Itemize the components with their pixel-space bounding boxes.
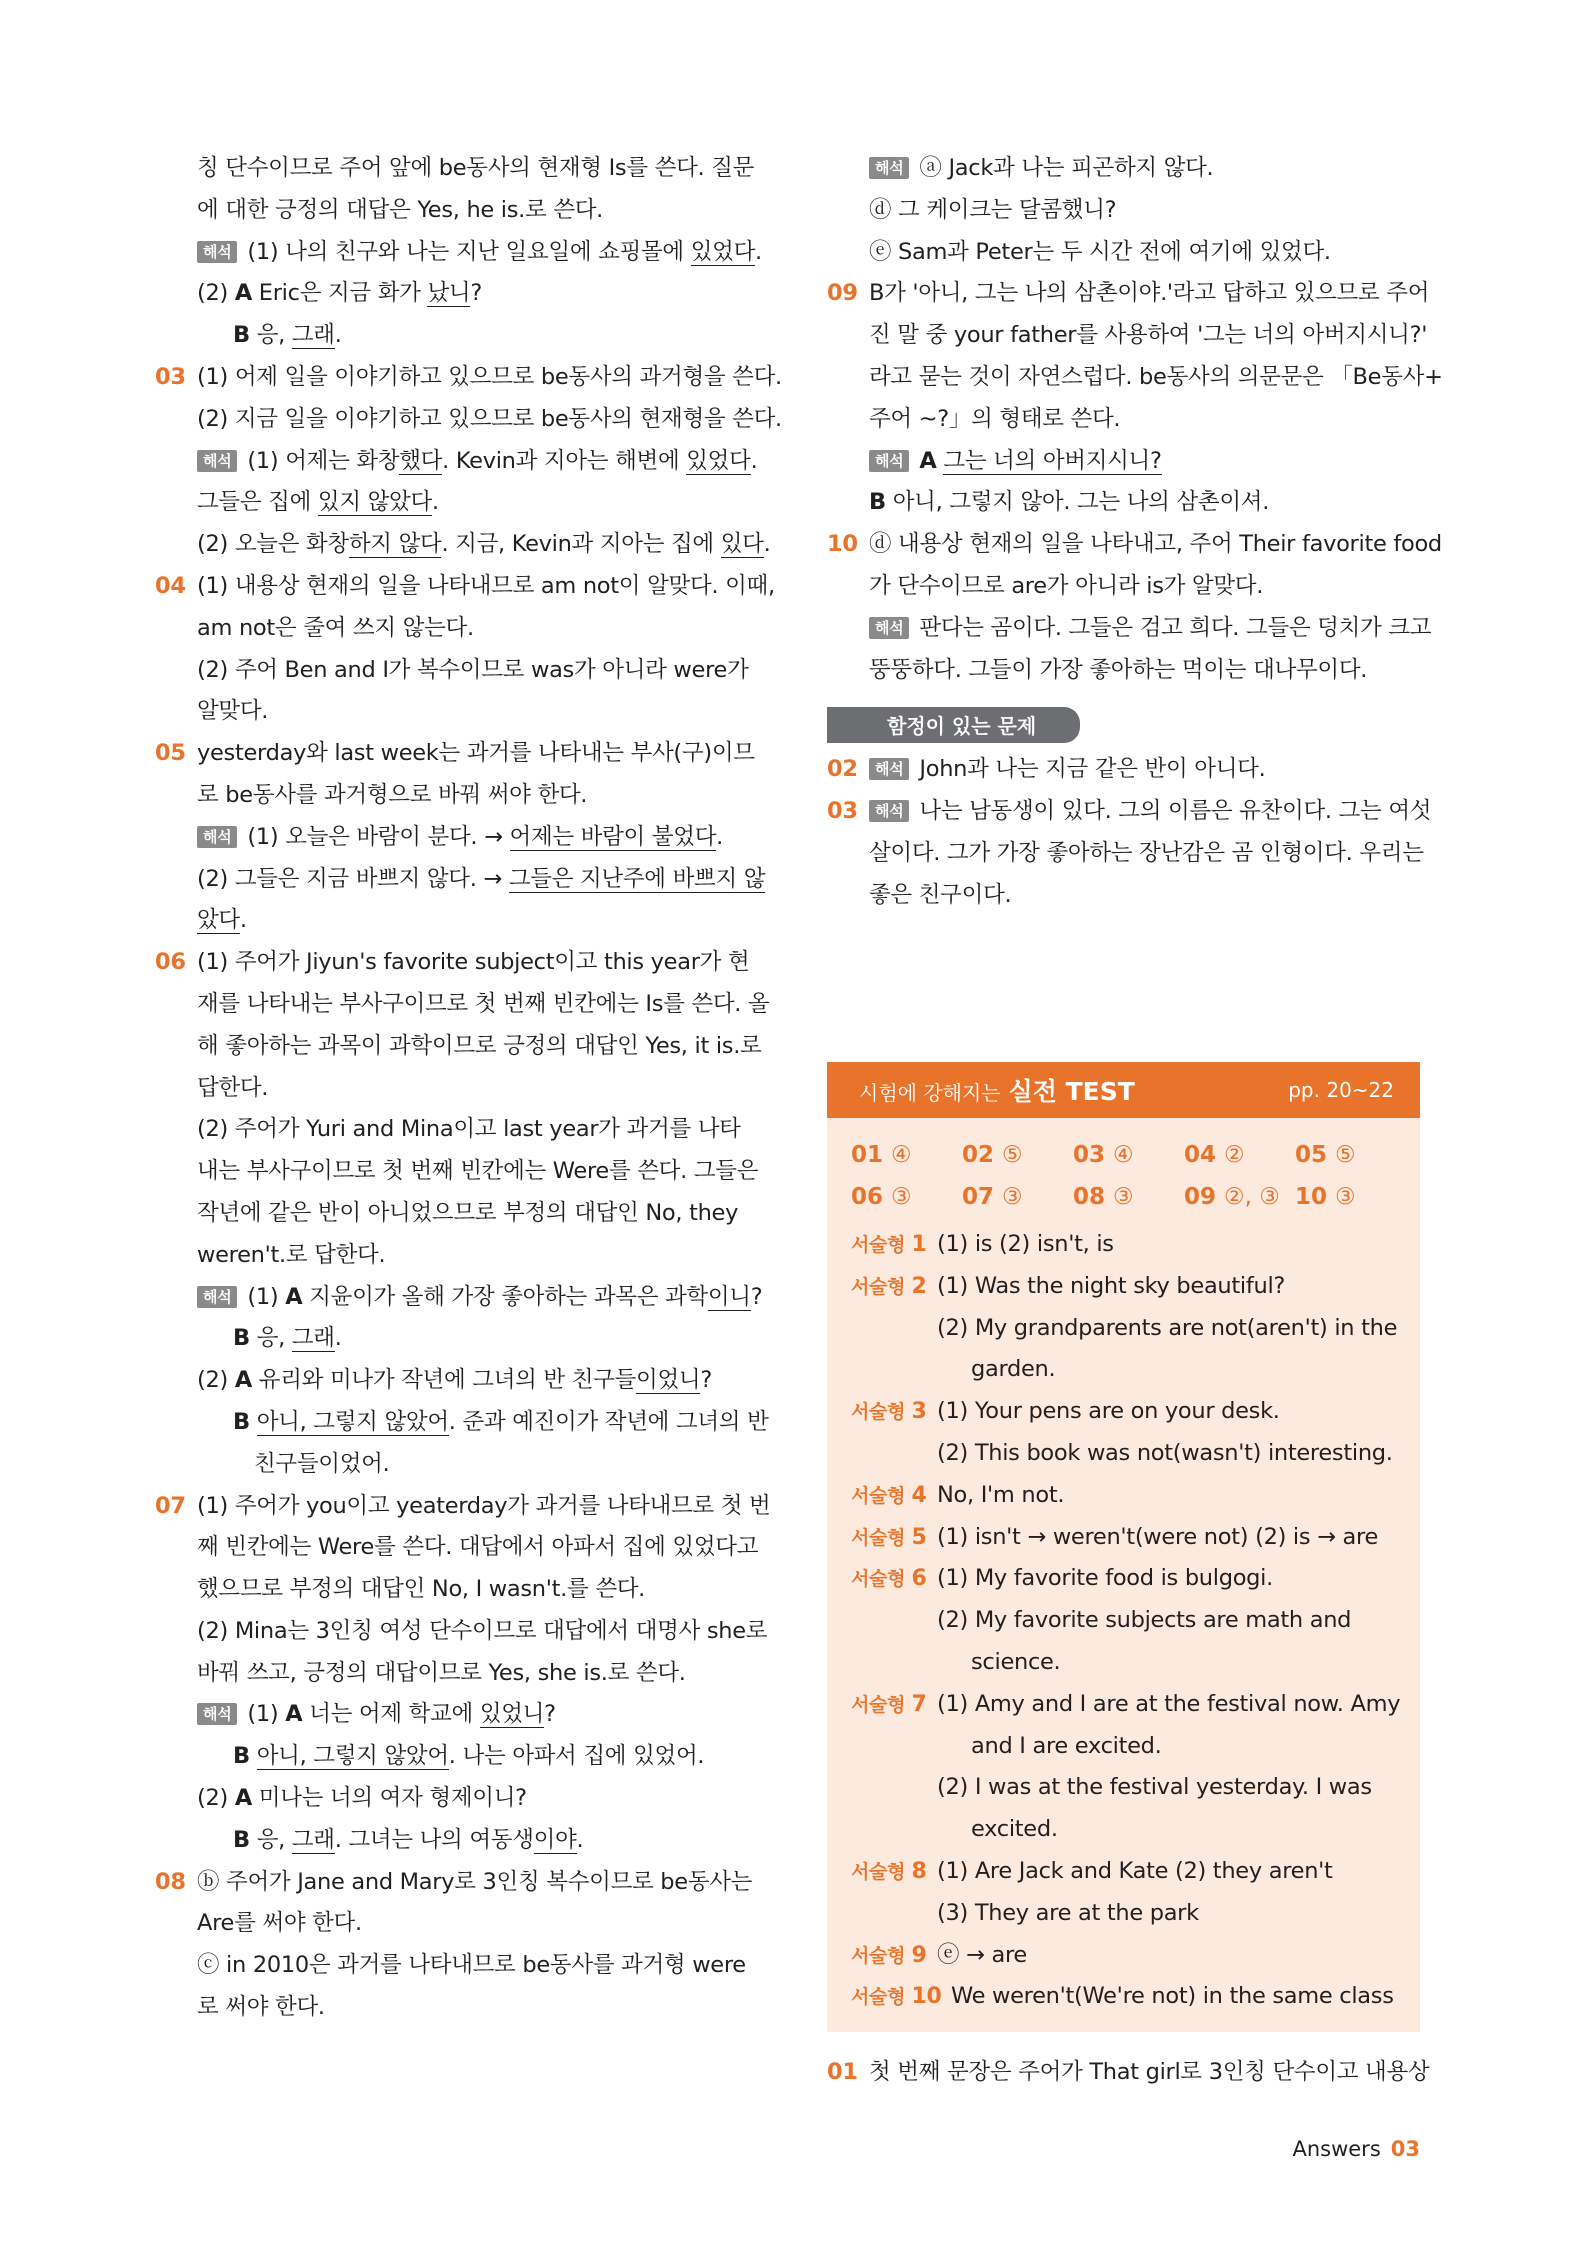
text-line: 했으므로 부정의 대답인 No, I wasn't.를 쓴다.	[197, 1576, 646, 1603]
text-line: B 아니, 그렇지 않았어. 준과 예진이가 작년에 그녀의 반	[233, 1408, 769, 1435]
translation-badge: 해석	[869, 157, 909, 179]
text-line: 라고 묻는 것이 자연스럽다. be동사의 의문문은 「Be동사+	[869, 363, 1443, 390]
practice-test-header	[827, 1062, 1420, 1118]
descriptive-item: 서술형 5 (1) isn't → weren't(were not) (2) is → are	[851, 1523, 1379, 1550]
text-line: ⓔ Sam과 Peter는 두 시간 전에 여기에 있었다.	[869, 238, 1331, 265]
text-line: 재를 나타내는 부사구이므로 첫 번째 빈칸에는 Is를 쓴다. 올	[197, 990, 770, 1017]
answer-key-item: 01 ④	[851, 1142, 912, 1168]
translation-badge: 해석	[197, 826, 237, 848]
answer-04	[155, 566, 775, 733]
translation-line: 해석 (1) 오늘은 바람이 분다. → 어제는 바람이 불었다.	[197, 817, 748, 859]
trap-section-title: 함정이 있는 문제	[827, 707, 1080, 743]
text-line: (1) 어제 일을 이야기하고 있으므로 be동사의 과거형을 쓴다.	[197, 363, 782, 390]
answer-key-item: 05 ⑤	[1295, 1142, 1356, 1168]
answer-key-item: 07 ③	[962, 1184, 1023, 1210]
question-number: 07	[155, 1492, 186, 1519]
question-number: 01	[827, 2059, 858, 2085]
text-line: 알맞다.	[197, 698, 269, 725]
text-line: B 응, 그래.	[233, 322, 342, 349]
text-line: 바꿔 쓰고, 긍정의 대답이므로 Yes, she is.로 쓴다.	[197, 1659, 686, 1686]
text-line: (2) 지금 일을 이야기하고 있으므로 be동사의 현재형을 쓴다.	[197, 405, 782, 432]
translation-badge: 해석	[197, 241, 237, 263]
translation-badge: 해석	[197, 450, 237, 472]
answer-key-item: 06 ③	[851, 1184, 912, 1210]
question-number: 06	[155, 949, 186, 976]
text-line: 좋은 친구이다.	[869, 881, 1012, 908]
text-line: weren't.로 답한다.	[197, 1241, 386, 1268]
descriptive-item: 서술형 6 (1) My favorite food is bulgogi. (2) My favorite subjects are math and science.	[851, 1565, 1352, 1675]
answer-05	[155, 733, 766, 942]
question-number: 08	[155, 1868, 186, 1895]
text-line: ⓓ 그 케이크는 달콤했니?	[869, 196, 1117, 223]
page-number: 03	[1390, 2137, 1420, 2161]
text-line: (2) A 미나는 너의 여자 형제이니?	[197, 1785, 527, 1812]
text-line: 로 be동사를 과거형으로 바꿔 써야 한다.	[197, 781, 588, 808]
text-line: 째 빈칸에는 Were를 쓴다. 대답에서 아파서 집에 있었다고	[197, 1534, 759, 1561]
text-line: 았다.	[197, 907, 247, 934]
text-line: B 응, 그래.	[233, 1325, 342, 1352]
descriptive-item: 서술형 3 (1) Your pens are on your desk. (2) This book was not(wasn't) interesting.	[851, 1398, 1393, 1466]
text-line: 답한다.	[197, 1074, 269, 1101]
page-range: pp. 20~22	[1288, 1078, 1394, 1102]
text-line: ⓒ in 2010은 과거를 나타내므로 be동사를 과거형 were	[197, 1952, 746, 1979]
text-line: ⓓ 내용상 현재의 일을 나타내고, 주어 Their favorite food	[869, 531, 1442, 558]
text-line: (1) 주어가 Jiyun's favorite subject이고 this year가 현	[197, 949, 750, 976]
translation-line: 해석 (1) 나의 친구와 나는 지난 일요일에 쇼핑몰에 있었다.	[197, 232, 748, 274]
text-line: 주어 ~?」의 형태로 쓴다.	[869, 405, 1121, 432]
question-number: 10	[827, 531, 858, 558]
text-line: yesterday와 last week는 과거를 나타내는 부사(구)이므	[197, 740, 755, 767]
answer-08	[155, 1862, 753, 2029]
text-line: 내는 부사구이므로 첫 번째 빈칸에는 Were를 쓴다. 그들은	[197, 1158, 759, 1185]
text-line: (2) 그들은 지금 바쁘지 않다. → 그들은 지난주에 바쁘지 않	[197, 865, 766, 892]
text-line: 칭 단수이므로 주어 앞에 be동사의 현재형 Is를 쓴다. 질문	[197, 155, 755, 181]
translation-line: 해석 판다는 곰이다. 그들은 검고 희다. 그들은 덩치가 크고	[869, 608, 1417, 650]
answer-03	[155, 357, 782, 566]
left-column	[155, 148, 782, 2029]
answer-07	[155, 1486, 771, 1862]
text-line: 진 말 중 your father를 사용하여 '그는 너의 아버지시니?'	[869, 322, 1428, 349]
text-line: 작년에 같은 반이 아니었으므로 부정의 대답인 No, they	[197, 1199, 739, 1226]
question-number: 05	[155, 740, 186, 767]
text-line: B 아니, 그렇지 않았어. 나는 아파서 집에 있었어.	[233, 1743, 705, 1770]
explanation-01	[827, 2052, 1430, 2094]
text-line: 친구들이었어.	[254, 1450, 390, 1477]
text-line: 로 써야 한다.	[197, 1994, 325, 2021]
text-line: Are를 써야 한다.	[197, 1910, 362, 1937]
text-line: 뚱뚱하다. 그들이 가장 좋아하는 먹이는 대나무이다.	[869, 656, 1368, 683]
answer-02-continued	[155, 148, 762, 357]
trap-answer-02	[827, 749, 1417, 791]
translation-line: 해석 나는 남동생이 있다. 그의 이름은 유찬이다. 그는 여섯	[869, 791, 1417, 833]
footer-label: Answers	[1292, 2137, 1381, 2161]
translation-line: 해석 (1) 어제는 화창했다. Kevin과 지아는 해변에 있었다.	[197, 441, 748, 483]
text-line: 살이다. 그가 가장 좋아하는 장난감은 곰 인형이다. 우리는	[869, 839, 1424, 866]
text-line: (2) 오늘은 화창하지 않다. 지금, Kevin과 지아는 집에 있다.	[197, 531, 771, 558]
translation-badge: 해석	[869, 800, 909, 822]
descriptive-item: 서술형 8 (1) Are Jack and Kate (2) they aren't (3) They are at the park	[851, 1857, 1333, 1926]
translation-line: 해석 ⓐ Jack과 나는 피곤하지 않다.	[869, 148, 1417, 190]
text-line: (2) A 유리와 미나가 작년에 그녀의 반 친구들이었니?	[197, 1367, 712, 1394]
descriptive-item: 서술형 4 No, I'm not.	[851, 1481, 1065, 1508]
text-line: (2) 주어 Ben and I가 복수이므로 was가 아니라 were가	[197, 656, 749, 683]
trap-section-header	[827, 701, 1417, 749]
practice-test-box	[827, 1062, 1420, 2032]
question-number: 03	[827, 798, 858, 825]
answer-09	[827, 273, 1443, 524]
text-line: 가 단수이므로 are가 아니라 is가 알맞다.	[869, 572, 1264, 599]
descriptive-item: 서술형 9 ⓔ → are	[851, 1941, 1027, 1968]
text-line: (2) Mina는 3인칭 여성 단수이므로 대답에서 대명사 she로	[197, 1617, 768, 1644]
text-line: 에 대한 긍정의 대답은 Yes, he is.로 쓴다.	[197, 196, 604, 223]
translation-line: 해석 A 그는 너의 아버지시니?	[869, 441, 1417, 483]
text-line: B 아니, 그렇지 않아. 그는 나의 삼촌이셔.	[869, 489, 1270, 516]
answer-key-item: 10 ③	[1295, 1184, 1356, 1210]
answer-grid	[827, 1118, 1420, 1216]
text-line: 첫 번째 문장은 주어가 That girl로 3인칭 단수이고 내용상	[869, 2059, 1430, 2085]
translation-line: 해석 (1) A 너는 어제 학교에 있었니?	[197, 1694, 748, 1736]
answer-key-item: 09 ②, ③	[1184, 1184, 1280, 1210]
question-number: 09	[827, 280, 858, 307]
text-line: (1) 내용상 현재의 일을 나타내므로 am not이 알맞다. 이때,	[197, 572, 775, 599]
descriptive-answers	[827, 1216, 1420, 2018]
text-line: am not은 줄여 쓰지 않는다.	[197, 614, 474, 641]
translation-badge: 해석	[869, 758, 909, 780]
descriptive-item: 서술형 2 (1) Was the night sky beautiful? (2) My grandparents are not(aren't) in the garden.	[851, 1272, 1398, 1383]
answer-08-translation	[827, 148, 1417, 273]
text-line: B가 '아니, 그는 나의 삼촌이야.'라고 답하고 있으므로 주어	[869, 280, 1430, 307]
question-number: 03	[155, 363, 186, 390]
answer-01	[827, 2052, 1430, 2094]
text-line: (1) 주어가 you이고 yeaterday가 과거를 나타내므로 첫 번	[197, 1492, 771, 1519]
translation-badge: 해석	[197, 1286, 237, 1308]
text-line: (2) 주어가 Yuri and Mina이고 last year가 과거를 나타	[197, 1116, 741, 1143]
answer-06	[155, 942, 770, 1485]
answer-10	[827, 524, 1442, 691]
answer-key-item: 03 ④	[1073, 1142, 1134, 1168]
right-column	[827, 148, 1443, 917]
descriptive-item: 서술형 1 (1) is (2) isn't, is	[851, 1231, 1114, 1257]
page-footer	[1292, 2137, 1420, 2161]
answer-key-item: 08 ③	[1073, 1184, 1134, 1210]
answer-key-item: 04 ②	[1184, 1142, 1245, 1168]
text-line: 해 좋아하는 과목이 과학이므로 긍정의 대답인 Yes, it is.로	[197, 1032, 762, 1059]
text-line: ⓑ 주어가 Jane and Mary로 3인칭 복수이므로 be동사는	[197, 1868, 753, 1895]
text-line: B 응, 그래. 그녀는 나의 여동생이야.	[233, 1826, 584, 1853]
practice-test-title: 시험에 강해지는 실전 TEST	[859, 1077, 1135, 1106]
descriptive-item: 서술형 7 (1) Amy and I are at the festival now. Amy and I are excited. (2) I was at the festival yesterday. I was excited.	[851, 1690, 1401, 1843]
translation-badge: 해석	[869, 617, 909, 639]
translation-line: 해석 (1) A 지윤이가 올해 가장 좋아하는 과목은 과학이니?	[197, 1277, 748, 1319]
text-line: 그들은 집에 있지 않았다.	[197, 489, 439, 516]
question-number: 04	[155, 572, 186, 599]
descriptive-item: 서술형 10 We weren't(We're not) in the same class	[851, 1983, 1394, 2010]
translation-badge: 해석	[869, 450, 909, 472]
text-line: (2) A Eric은 지금 화가 났니?	[197, 280, 482, 307]
answer-key-item: 02 ⑤	[962, 1142, 1023, 1168]
trap-answer-03	[827, 791, 1432, 916]
question-number: 02	[827, 756, 858, 783]
translation-badge: 해석	[197, 1703, 237, 1725]
translation-line: 해석 John과 나는 지금 같은 반이 아니다.	[869, 749, 1417, 791]
